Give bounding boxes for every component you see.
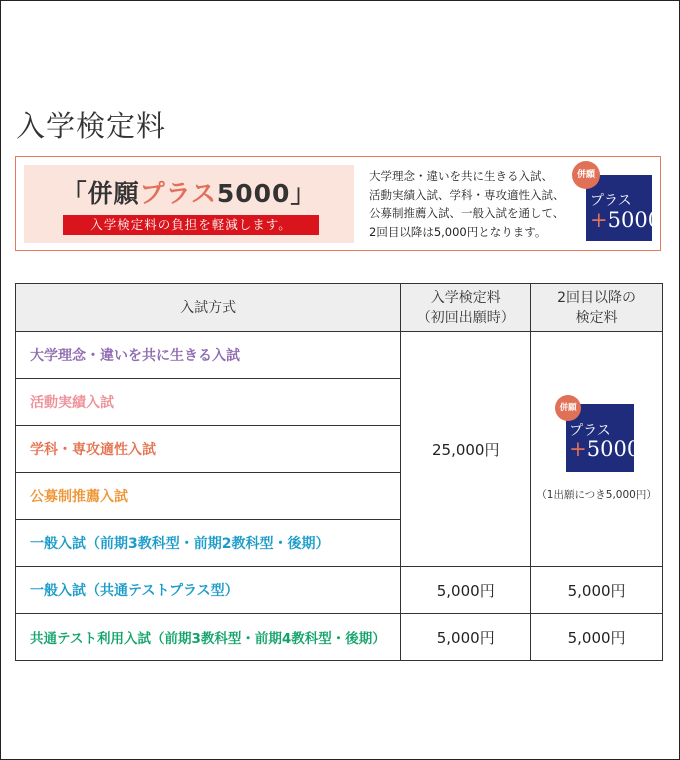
logo-text: プラス [590, 193, 632, 209]
second-fee-value: 5,000円 [531, 614, 663, 661]
logo-text: プラス [569, 423, 611, 439]
table-row [16, 332, 663, 379]
exam-name: 一般入試（共通テストプラス型） [16, 567, 401, 614]
fee-table [15, 283, 663, 661]
desc-line: 2回目以降は5,000円となります。 [369, 224, 547, 239]
logo-number: +5000 [569, 437, 641, 461]
desc-line: 公募制推薦入試、一般入試を通して、 [369, 206, 565, 220]
exam-name: 一般入試（前期3教科型・前期2教科型・後期） [16, 520, 401, 567]
table-row [16, 614, 663, 661]
logo-number: +5000 [590, 208, 662, 232]
exam-name: 学科・専攻適性入試 [16, 426, 401, 473]
exam-name: 公募制推薦入試 [16, 473, 401, 520]
headline-open: 「併願 [61, 179, 140, 208]
banner-subtitle: 入学検定料の負担を軽減します。 [63, 215, 319, 235]
second-fee-value: 5,000円 [531, 567, 663, 614]
headline-accent: プラス [139, 179, 217, 208]
header-second-fee: 2回目以降の 検定料 [531, 284, 663, 332]
heigan-plus-banner [15, 156, 661, 251]
page-title: 入学検定料 [16, 109, 167, 143]
headline-num: 5000」 [216, 179, 317, 208]
banner-headline [24, 174, 354, 210]
fee-value: 5,000円 [401, 567, 531, 614]
table-header-row [16, 284, 663, 332]
exam-name: 大学理念・違いを共に生きる入試 [16, 332, 401, 379]
heigan-circle: 併願 [572, 161, 600, 189]
desc-line: 大学理念・違いを共に生きる入試、 [369, 169, 553, 183]
table-row [16, 567, 663, 614]
heigan-circle: 併願 [555, 395, 581, 421]
fee-value: 5,000円 [401, 614, 531, 661]
exam-name: 共通テスト利用入試（前期3教科型・前期4教科型・後期） [16, 614, 401, 661]
header-method: 入試方式 [16, 284, 401, 332]
header-fee: 入学検定料 （初回出願時） [401, 284, 531, 332]
banner-headline-box [24, 165, 354, 243]
per-application-note: （1出願につき5,000円） [536, 489, 657, 501]
merged-fee: 25,000円 [401, 332, 531, 567]
exam-name: 活動実績入試 [16, 379, 401, 426]
desc-line: 活動実績入試、学科・専攻適性入試、 [369, 187, 565, 202]
heigan-plus-logo [576, 170, 662, 241]
heigan-plus-logo [559, 403, 641, 472]
banner-description [369, 167, 574, 241]
merged-second-fee [531, 332, 663, 567]
